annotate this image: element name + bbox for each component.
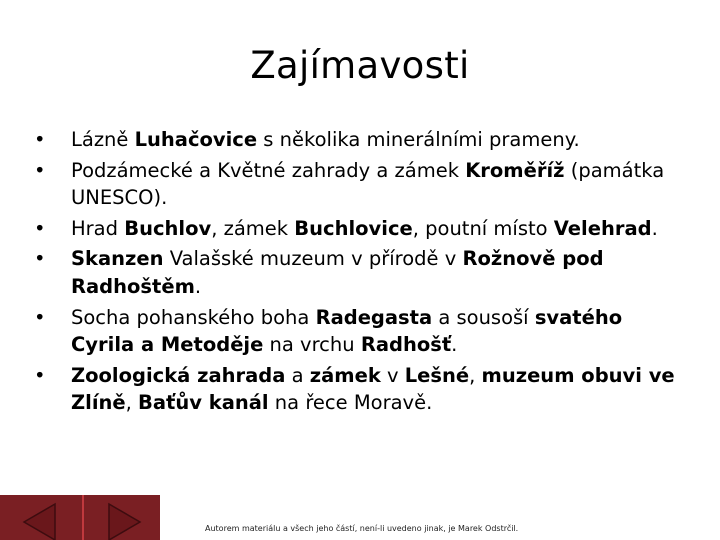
bullet-dot-icon: • [34,305,46,329]
bullet-text: Lázně [71,128,135,151]
bullet-item [34,304,684,359]
bullet-item [34,126,684,154]
bullet-text-bold: Buchlov [124,216,212,240]
bullet-text: , poutní místo [412,216,554,240]
bullet-dot-icon: • [34,158,46,182]
bullet-text-bold: Zoologická zahrada [71,363,286,387]
bullet-text: Socha pohanského boha [71,305,316,329]
bullet-text: na vrchu [263,333,361,357]
bullet-text-bold: Velehrad [553,216,652,240]
bullet-text-bold: Baťův kanál [138,391,269,415]
bullet-text: . [651,216,658,240]
bullet-dot-icon: • [34,216,46,240]
bullet-text: Valašské muzeum v přírodě v [163,247,463,271]
bullet-text: s několika minerálními prameny. [257,128,580,151]
bullet-text: (památka UNESCO). [71,158,665,210]
bullet-text: v [380,363,405,387]
bullet-dot-icon: • [34,128,46,151]
bullet-text-bold: Rožnově pod Radhoštěm [71,247,604,298]
slide-title: Zajímavosti [250,44,470,87]
bullet-text: a [285,363,310,387]
bullet-list [34,126,684,420]
bullet-item [34,157,684,212]
bullet-text-bold: Buchlovice [294,216,413,240]
bullet-text: Hrad [71,216,125,240]
bullet-text: . [451,333,458,357]
bullet-text: , [125,391,139,415]
bullet-text-bold: Radegasta [315,305,433,329]
bullet-item [34,215,684,243]
bullet-text-bold: svatého Cyrila a Metoděje [71,305,623,357]
bullet-text: na řece Moravě. [268,391,433,415]
bullet-text-bold: Radhošť [360,333,452,357]
navigation-bar-graphic [0,495,160,540]
navigation-bar [0,495,160,540]
bullet-text: a sousoší [432,305,535,329]
bullet-text: Podzámecké a Květné zahrady a zámek [71,158,466,182]
bullet-dot-icon: • [34,363,46,387]
navigation-divider [82,495,84,540]
next-slide-button[interactable] [84,495,160,540]
bullet-text: , zámek [211,216,295,240]
bullet-text: . [194,274,202,298]
bullet-dot-icon: • [34,247,46,271]
bullet-text-bold: Luhačovice [134,128,258,151]
bullet-text: , [469,363,482,387]
bullet-text-bold: muzeum obuvi ve Zlíně [71,363,675,415]
bullet-item [34,362,684,417]
previous-slide-button[interactable] [0,495,82,540]
bullet-text-bold: Skanzen [71,247,164,271]
footer-note: Autorem materiálu a všech jeho částí, není-li uvedeno jinak, je Marek Odstrčil. [205,524,519,533]
bullet-item [34,245,684,300]
bullet-text-bold: Kroměříž [465,158,565,182]
bullet-text-bold: zámek [309,363,381,387]
bullet-text-bold: Lešné [404,363,470,387]
